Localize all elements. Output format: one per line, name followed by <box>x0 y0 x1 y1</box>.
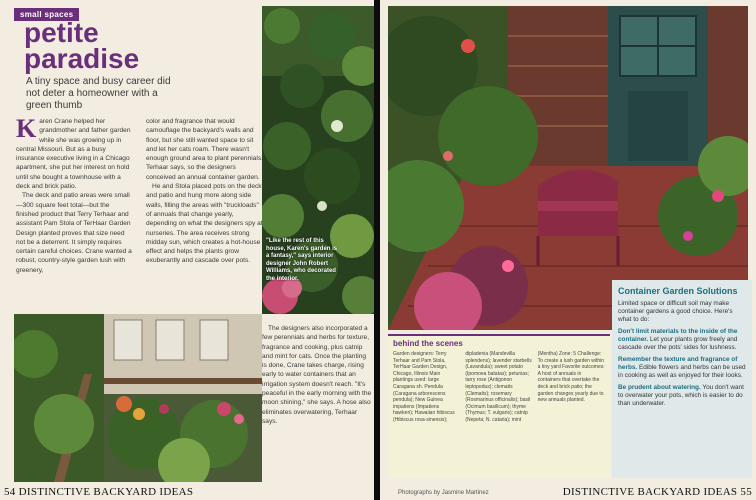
photo-credit: Photographs by Jasmine Martinez <box>398 490 489 496</box>
behind-text: dipladenia (Mandevilla splendens); lavender starbells (Lavandula); sweet potato (Ipomoea batatas); petunias; tarry rose (Antigonon leptopedus); clematis (Clematis); rosemary (Rosmarinus officinalis); basil (Ocimum basilicum); thyme (Thymus; T. vulgaris); catnip (Nepeta; N. cataria); mint <box>465 351 532 423</box>
page-folio-right: DISTINCTIVE BACKYARD IDEAS 55 <box>562 486 752 498</box>
page-folio-left: 54 DISTINCTIVE BACKYARD IDEAS <box>4 486 194 498</box>
behind-the-scenes-box <box>388 334 610 478</box>
body-column-3 <box>262 324 372 426</box>
body-paragraph: He and Stola placed pots on the deck and patio and hung more along side walls, filling the areas with "truckloads" of annuals that change yearly, depending on what the designers spy at nurseries. The area receives strong midday sun, which creates a hot-house effect and helps the plants grow exuberantly and cascade over pots. <box>146 183 263 265</box>
photo-caption: "Like the rest of this house, Karen's garden is a fantasy," says interior designer John Robert Williams, who decorated the interior. <box>266 238 338 282</box>
sidebar-intro: Limited space or difficult soil may make container gardens a good choice. Here's what to do: <box>618 300 733 323</box>
article-deck: A tiny space and busy career did not deter a homeowner with a green thumb <box>26 76 171 111</box>
body-paragraph: aren Crane helped her grandmother and father garden while she was growing up in central Missouri. But as a busy insurance executive living in a Chicago apartment, she put her interest on hold until she bought a townhouse with a deck and brick patio. <box>16 118 131 191</box>
behind-column-1 <box>393 351 460 424</box>
tip-heading: Remember the texture and fragrance of herbs. <box>618 356 738 371</box>
body-paragraph: The designers also incorporated a few perennials and herbs for texture, fragrance and cooking, plus catnip and mint for cats. Once the planting is done, Crane takes charge, rising early to water containers that an irrigation system doesn't reach. "It's peaceful in the early morning with the moon shining," she says. A hose also eliminates overwatering, Terhaar says. <box>262 325 372 425</box>
left-page <box>0 0 374 500</box>
container-garden-sidebar <box>612 280 752 478</box>
body-paragraph: The deck and patio areas were small—300 square feet total—but the finished product that Terry Terhaar and assistant Pam Stola of TerHaar Garden Design planted proves that size need not be a deterrent. It simply requires certain careful choices. Crane wanted a robust, country-style garden lush with greenery, <box>16 192 132 274</box>
drop-cap: K <box>16 114 37 143</box>
sidebar-tip <box>618 384 746 408</box>
behind-column-3 <box>538 351 605 424</box>
tip-heading: Be prudent about watering. <box>618 384 701 391</box>
body-column-2 <box>146 117 263 266</box>
tip-text: Let your plants grow freely and cascade over the pots' sides for lushness. <box>618 336 738 351</box>
title-line-2: paradise <box>24 43 140 74</box>
behind-text: (Mentha) Zone: 5 Challenge: To create a lush garden within a tiny yard Favorite outcomes: A host of annuals in containers that overtake the deck and brick patio; the garden changes yearly due to new annuals planted. <box>537 351 605 404</box>
sidebar-title: Container Garden Solutions <box>618 286 738 296</box>
behind-text: Garden designers: Terry Terhaar and Pam Stola, TerHaar Garden Design, Chicago, Illinois Main plantings used: large Caragana sh. Pendula (Caragana arborescens pendula); New Guinea impatiens (Impatiens hawkeri); Hawaiian hibiscus (Hibiscus rosa-sinensis); <box>393 351 455 423</box>
body-paragraph: color and fragrance that would camouflage the backyard's walls and floor, but she still wanted space to sit and let her cats roam. There wasn't enough ground area to plant perennials, Terhaar says, so the designers conceived an annual container garden. <box>146 118 263 181</box>
townhouse-garden-photo <box>14 314 262 482</box>
behind-column-2 <box>465 351 532 424</box>
sidebar-tip <box>618 356 746 380</box>
tip-heading: Don't limit materials to the inside of the container. <box>618 328 738 343</box>
right-page <box>380 0 756 500</box>
behind-columns <box>393 351 605 424</box>
section-tag: small spaces <box>14 8 79 21</box>
tip-text: Edible flowers and herbs can be used in cooking as well as enjoyed for their looks. <box>618 364 746 379</box>
sidebar-tip <box>618 328 746 352</box>
body-column-1 <box>16 114 133 275</box>
tip-text: You don't want to overwater your pots, which is easier to do than underwater. <box>618 384 744 407</box>
behind-title: behind the scenes <box>393 339 463 348</box>
title-line-1: petite <box>24 17 99 48</box>
article-title <box>24 17 140 74</box>
